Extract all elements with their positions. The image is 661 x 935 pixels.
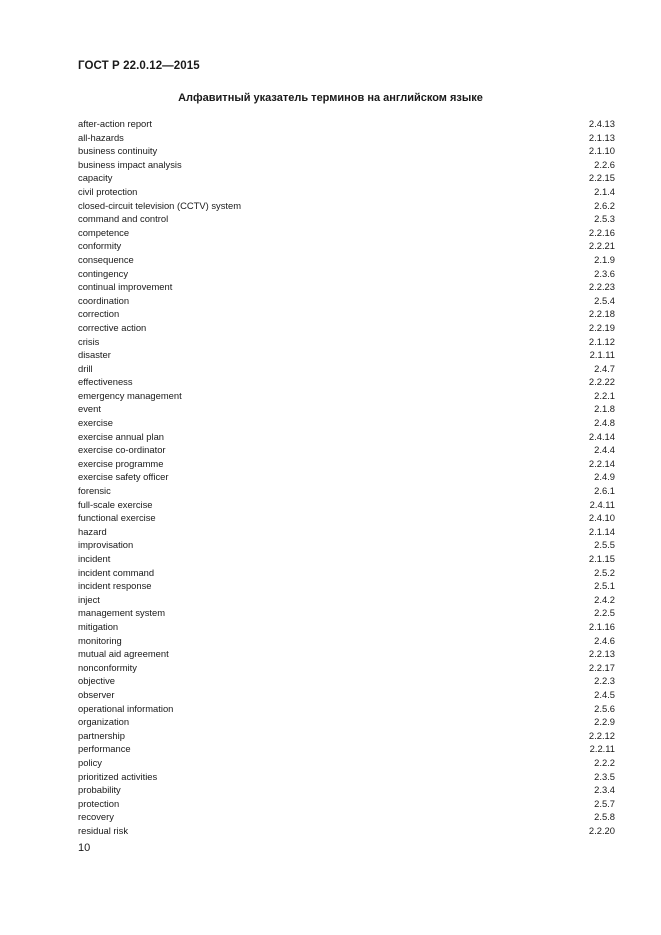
index-reference: 2.4.13: [588, 118, 615, 129]
index-term: event: [78, 403, 101, 415]
index-term: command and control: [78, 213, 169, 225]
index-term: policy: [78, 756, 102, 768]
index-term: prioritized activities: [78, 770, 158, 782]
term-index-list: [78, 117, 615, 837]
index-entry: [78, 199, 615, 213]
index-entry: [78, 579, 615, 593]
index-entry: [78, 457, 615, 471]
index-reference: 2.5.2: [594, 566, 615, 578]
index-reference: 2.5.8: [594, 811, 615, 823]
index-term: monitoring: [78, 634, 122, 646]
index-term: continual improvement: [78, 281, 173, 293]
index-reference: 2.2.14: [588, 457, 615, 469]
index-entry: [78, 253, 615, 267]
index-reference: 2.5.7: [594, 797, 615, 809]
index-entry: [78, 185, 615, 199]
index-term: drill: [78, 362, 93, 374]
index-term: all-hazards: [78, 131, 124, 143]
index-entry: [78, 824, 615, 838]
index-reference: 2.2.9: [594, 716, 615, 728]
index-entry: [78, 267, 615, 281]
index-term: mitigation: [78, 620, 119, 632]
index-reference: 2.2.6: [594, 158, 615, 170]
index-reference: 2.1.11: [589, 349, 615, 361]
index-reference: 2.2.21: [588, 240, 615, 252]
index-reference: 2.4.5: [594, 688, 615, 700]
index-entry: [78, 661, 615, 675]
index-entry: [78, 538, 615, 552]
index-reference: 2.5.6: [594, 702, 615, 714]
index-entry: [78, 715, 615, 729]
index-term: protection: [78, 797, 120, 809]
index-reference: 2.2.19: [588, 321, 615, 333]
index-term: coordination: [78, 294, 130, 306]
index-term: disaster: [78, 349, 111, 361]
index-reference: 2.2.22: [588, 376, 615, 388]
index-entry: [78, 647, 615, 661]
index-reference: 2.2.12: [588, 729, 615, 741]
index-term: exercise co-ordinator: [78, 444, 166, 456]
index-entry: [78, 402, 615, 416]
index-reference: 2.2.2: [594, 756, 615, 768]
page-number: 10: [78, 842, 91, 854]
index-reference: 2.4.8: [594, 417, 615, 429]
index-reference: 2.1.4: [594, 185, 615, 197]
index-entry: [78, 239, 615, 253]
index-term: management system: [78, 607, 166, 619]
index-reference: 2.4.10: [588, 512, 615, 524]
index-entry: [78, 770, 615, 784]
index-entry: [78, 443, 615, 457]
index-entry: [78, 797, 615, 811]
index-entry: [78, 430, 615, 444]
index-term: correction: [78, 308, 120, 320]
index-reference: 2.3.6: [594, 267, 615, 279]
index-reference: 2.5.1: [594, 580, 615, 592]
index-reference: 2.2.15: [588, 172, 615, 184]
index-entry: [78, 307, 615, 321]
index-entry: [78, 321, 615, 335]
index-reference: 2.5.4: [594, 294, 615, 306]
index-term: partnership: [78, 729, 125, 741]
index-term: closed-circuit television (CCTV) system: [78, 199, 242, 211]
index-term: conformity: [78, 240, 122, 252]
index-reference: 2.2.5: [594, 607, 615, 619]
index-entry: [78, 375, 615, 389]
index-term: observer: [78, 688, 115, 700]
index-reference: 2.2.11: [589, 743, 615, 755]
index-term: residual risk: [78, 824, 129, 836]
index-term: contingency: [78, 267, 129, 279]
index-term: mutual aid agreement: [78, 648, 169, 660]
index-term: recovery: [78, 811, 114, 823]
index-entry: [78, 729, 615, 743]
index-term: corrective action: [78, 321, 147, 333]
index-term: exercise programme: [78, 457, 164, 469]
index-entry: [78, 117, 615, 131]
index-entry: [78, 742, 615, 756]
index-term: incident command: [78, 566, 155, 578]
index-reference: 2.4.9: [594, 471, 615, 483]
index-entry: [78, 416, 615, 430]
index-entry: [78, 498, 615, 512]
index-term: business continuity: [78, 145, 158, 157]
index-term: inject: [78, 593, 100, 605]
index-term: organization: [78, 716, 130, 728]
index-title: Алфавитный указатель терминов на английском языке: [178, 92, 483, 104]
index-reference: 2.1.9: [594, 253, 615, 265]
index-entry: [78, 606, 615, 620]
index-reference: 2.2.18: [588, 308, 615, 320]
index-entry: [78, 348, 615, 362]
index-reference: 2.1.10: [588, 145, 615, 157]
index-reference: 2.2.16: [588, 226, 615, 238]
index-term: full-scale exercise: [78, 498, 153, 510]
index-entry: [78, 484, 615, 498]
index-reference: 2.2.17: [588, 661, 615, 673]
index-entry: [78, 756, 615, 770]
index-reference: 2.3.5: [594, 770, 615, 782]
index-term: after-action report: [78, 118, 152, 129]
index-entry: [78, 810, 615, 824]
index-entry: [78, 212, 615, 226]
index-term: probability: [78, 784, 121, 796]
index-entry: [78, 593, 615, 607]
index-term: objective: [78, 675, 116, 687]
index-reference: 2.2.20: [588, 824, 615, 836]
index-term: performance: [78, 743, 131, 755]
index-entry: [78, 335, 615, 349]
index-term: exercise annual plan: [78, 430, 164, 442]
index-reference: 2.4.11: [589, 498, 615, 510]
index-entry: [78, 470, 615, 484]
index-entry: [78, 171, 615, 185]
index-entry: [78, 158, 615, 172]
index-term: business impact analysis: [78, 158, 182, 170]
index-term: functional exercise: [78, 512, 156, 524]
index-reference: 2.5.3: [594, 213, 615, 225]
index-term: civil protection: [78, 185, 138, 197]
index-reference: 2.4.14: [588, 430, 615, 442]
index-reference: 2.5.5: [594, 539, 615, 551]
index-entry: [78, 688, 615, 702]
index-entry: [78, 702, 615, 716]
index-term: crisis: [78, 335, 100, 347]
index-entry: [78, 294, 615, 308]
index-term: incident: [78, 553, 111, 564]
index-term: incident response: [78, 580, 152, 592]
index-term: consequence: [78, 253, 134, 265]
index-reference: 2.1.8: [594, 403, 615, 415]
index-term: forensic: [78, 485, 111, 497]
index-entry: [78, 226, 615, 240]
index-entry: [78, 144, 615, 158]
index-entry: [78, 634, 615, 648]
index-term: exercise safety officer: [78, 471, 169, 483]
index-reference: 2.1.15: [588, 553, 615, 564]
index-reference: 2.4.6: [594, 634, 615, 646]
index-term: nonconformity: [78, 661, 137, 673]
index-reference: 2.4.7: [594, 362, 615, 374]
index-term: hazard: [78, 525, 107, 537]
index-entry: [78, 552, 615, 566]
index-entry: [78, 674, 615, 688]
index-term: exercise: [78, 417, 113, 429]
index-term: effectiveness: [78, 376, 133, 388]
index-term: improvisation: [78, 539, 134, 551]
index-entry: [78, 389, 615, 403]
index-reference: 2.6.2: [594, 199, 615, 211]
index-entry: [78, 362, 615, 376]
index-entry: [78, 131, 615, 145]
index-reference: 2.2.23: [588, 281, 615, 293]
index-term: emergency management: [78, 389, 182, 401]
index-reference: 2.2.1: [594, 389, 615, 401]
index-reference: 2.4.4: [594, 444, 615, 456]
index-reference: 2.2.13: [588, 648, 615, 660]
index-reference: 2.2.3: [594, 675, 615, 687]
index-term: operational information: [78, 702, 174, 714]
index-reference: 2.4.2: [594, 593, 615, 605]
document-header: ГОСТ Р 22.0.12—2015: [78, 60, 200, 72]
index-reference: 2.1.16: [588, 620, 615, 632]
index-entry: [78, 525, 615, 539]
index-reference: 2.1.12: [588, 335, 615, 347]
index-entry: [78, 566, 615, 580]
index-entry: [78, 620, 615, 634]
index-entry: [78, 280, 615, 294]
index-term: competence: [78, 226, 130, 238]
index-reference: 2.6.1: [594, 485, 615, 497]
index-entry: [78, 511, 615, 525]
index-reference: 2.3.4: [594, 784, 615, 796]
index-entry: [78, 783, 615, 797]
index-reference: 2.1.13: [588, 131, 615, 143]
index-reference: 2.1.14: [588, 525, 615, 537]
index-term: capacity: [78, 172, 113, 184]
